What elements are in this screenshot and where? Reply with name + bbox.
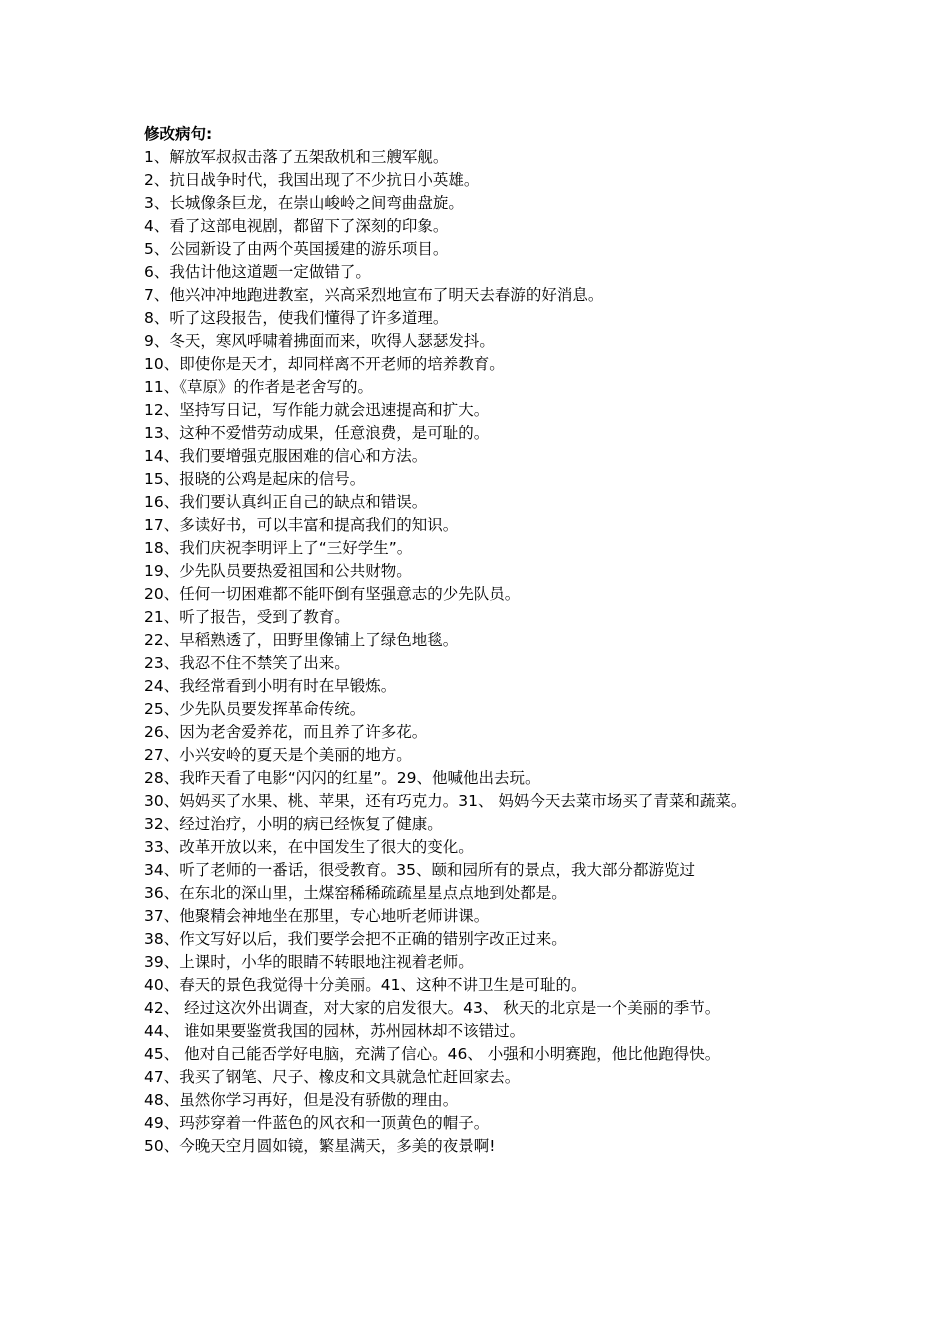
sentence-line: 39、上课时，小华的眼睛不转眼地注视着老师。	[144, 953, 474, 971]
sentence-line: 37、他聚精会神地坐在那里，专心地听老师讲课。	[144, 907, 490, 925]
sentence-line: 11、《草原》的作者是老舍写的。	[144, 378, 373, 396]
sentence-line: 20、任何一切困难都不能吓倒有坚强意志的少先队员。	[144, 585, 521, 603]
sentence-line: 22、早稻熟透了，田野里像铺上了绿色地毯。	[144, 631, 459, 649]
sentence-line: 33、改革开放以来，在中国发生了很大的变化。	[144, 838, 474, 856]
sentence-line: 48、虽然你学习再好，但是没有骄傲的理由。	[144, 1091, 459, 1109]
sentence-line: 3、长城像条巨龙，在崇山峻岭之间弯曲盘旋。	[144, 194, 464, 212]
sentence-line: 23、我忍不住不禁笑了出来。	[144, 654, 350, 672]
sentence-line: 40、春天的景色我觉得十分美丽。41、这种不讲卫生是可耻的。	[144, 976, 587, 994]
sentence-line: 12、坚持写日记，写作能力就会迅速提高和扩大。	[144, 401, 490, 419]
sentence-line: 27、小兴安岭的夏天是个美丽的地方。	[144, 746, 412, 764]
sentence-line: 26、因为老舍爱养花，而且养了许多花。	[144, 723, 428, 741]
sentence-line: 28、我昨天看了电影“闪闪的红星”。29、他喊他出去玩。	[144, 769, 541, 787]
document-title: 修改病句:	[144, 125, 213, 143]
sentence-line: 6、我估计他这道题一定做错了。	[144, 263, 371, 281]
sentence-line: 49、玛莎穿着一件蓝色的风衣和一顶黄色的帽子。	[144, 1114, 490, 1132]
sentence-line: 32、经过治疗，小明的病已经恢复了健康。	[144, 815, 443, 833]
sentence-line: 36、在东北的深山里，土煤窑稀稀疏疏星星点点地到处都是。	[144, 884, 567, 902]
sentence-line: 19、少先队员要热爱祖国和公共财物。	[144, 562, 412, 580]
sentence-line: 4、看了这部电视剧，都留下了深刻的印象。	[144, 217, 449, 235]
sentence-line: 24、我经常看到小明有时在早锻炼。	[144, 677, 397, 695]
sentence-line: 25、少先队员要发挥革命传统。	[144, 700, 366, 718]
sentence-line: 10、即使你是天才，却同样离不开老师的培养教育。	[144, 355, 505, 373]
sentence-line: 17、多读好书，可以丰富和提高我们的知识。	[144, 516, 459, 534]
sentence-line: 14、我们要增强克服困难的信心和方法。	[144, 447, 428, 465]
sentence-line: 47、我买了钢笔、尺子、橡皮和文具就急忙赶回家去。	[144, 1068, 521, 1086]
sentence-line: 1、解放军叔叔击落了五架敌机和三艘军舰。	[144, 148, 449, 166]
sentence-line: 8、听了这段报告，使我们懂得了许多道理。	[144, 309, 449, 327]
sentence-line: 21、听了报告，受到了教育。	[144, 608, 350, 626]
sentence-line: 44、 谁如果要鉴赏我国的园林，苏州园林却不该错过。	[144, 1022, 526, 1040]
sentence-line: 2、抗日战争时代，我国出现了不少抗日小英雄。	[144, 171, 480, 189]
sentence-line: 18、我们庆祝李明评上了“三好学生”。	[144, 539, 413, 557]
sentence-line: 5、公园新设了由两个英国援建的游乐项目。	[144, 240, 449, 258]
sentence-line: 34、听了老师的一番话，很受教育。35、颐和园所有的景点，我大部分都游览过	[144, 861, 695, 879]
sentence-line: 15、报晓的公鸡是起床的信号。	[144, 470, 366, 488]
sentence-line: 50、今晚天空月圆如镜，繁星满天，多美的夜景啊!	[144, 1137, 496, 1155]
sentence-list	[144, 146, 804, 1158]
sentence-line: 42、 经过这次外出调查，对大家的启发很大。43、 秋天的北京是一个美丽的季节。	[144, 999, 721, 1017]
sentence-line: 45、 他对自己能否学好电脑，充满了信心。46、 小强和小明赛跑，他比他跑得快。	[144, 1045, 721, 1063]
sentence-line: 9、冬天，寒风呼啸着拂面而来，吹得人瑟瑟发抖。	[144, 332, 495, 350]
sentence-line: 38、作文写好以后，我们要学会把不正确的错别字改正过来。	[144, 930, 567, 948]
sentence-line: 30、妈妈买了水果、桃、苹果，还有巧克力。31、 妈妈今天去菜市场买了青菜和蔬菜。	[144, 792, 747, 810]
document-body	[144, 123, 804, 1158]
sentence-line: 7、他兴冲冲地跑进教室，兴高采烈地宣布了明天去春游的好消息。	[144, 286, 604, 304]
sentence-line: 16、我们要认真纠正自己的缺点和错误。	[144, 493, 428, 511]
sentence-line: 13、这种不爱惜劳动成果，任意浪费，是可耻的。	[144, 424, 490, 442]
